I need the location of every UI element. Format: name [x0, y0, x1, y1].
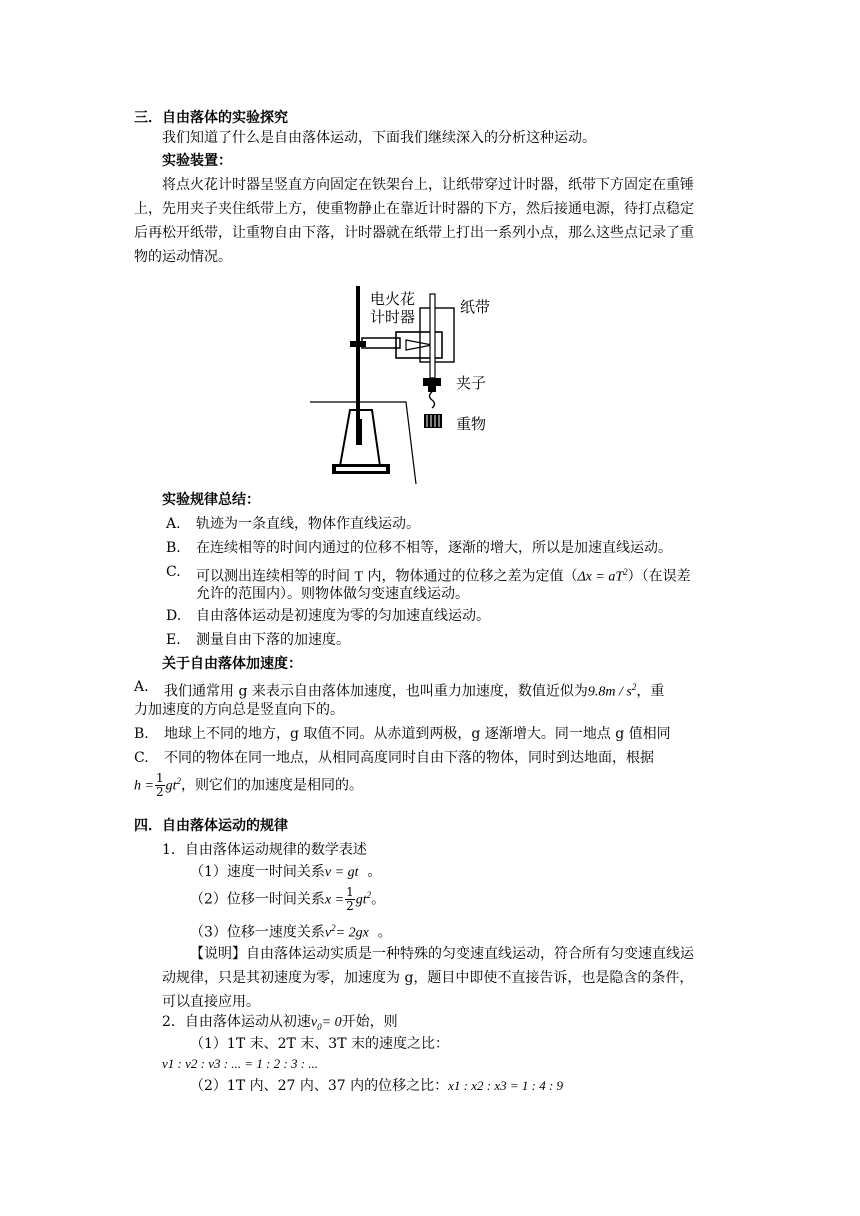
apparatus-figure [310, 284, 500, 484]
accel-heading: 关于自由落体加速度： [162, 656, 302, 672]
summary-item-c-cont: 允许的范围内）。则物体做匀变速直线运动。 [196, 586, 469, 602]
accel-item-a-cont: 力加速度的方向总是竖直向下的。 [134, 702, 344, 718]
accel-letter: B. [134, 726, 149, 742]
apparatus-heading: 实验装置： [162, 153, 232, 169]
note-line: 动规律，只是其初速度为零，加速度为 g，题目中即使不直接告诉，也是隐含的条件， [162, 970, 694, 986]
accel-letter: A. [134, 679, 149, 695]
ratio1-formula: v1 : v2 : v3 : ... = 1 : 2 : 3 : ... [162, 1056, 319, 1071]
section4-item2: 2．自由落体运动从初速$v_0= 0$开始，则 [162, 1014, 398, 1032]
hook [430, 392, 435, 408]
summary-letter: B. [166, 540, 181, 556]
stand-foot-pattern [336, 467, 386, 471]
section4-item1: 1．自由落体运动规律的数学表述 [162, 842, 367, 858]
clamp-knob [350, 341, 366, 347]
ratio2: （2）1T 内、27 内、37 内的位移之比：x1 : x2 : x3 = 1 : 4 : 9 [190, 1078, 564, 1094]
summary-item-e: 测量自由下落的加速度。 [196, 632, 350, 648]
accel-item-c: 不同的物体在同一地点，从相同高度同时自由下落的物体，同时到达地面，根据 [164, 750, 654, 766]
stand-base-block [356, 419, 362, 445]
label-timer: 电火花 [370, 290, 416, 308]
note-line: 可以直接应用。 [162, 994, 260, 1010]
section3-intro: 我们知道了什么是自由落体运动，下面我们继续深入的分析这种运动。 [162, 130, 596, 146]
apparatus-line: 后再松开纸带，让重物自由下落，计时器就在纸带上打出一系列小点，那么这些点记录了重 [134, 225, 694, 241]
apparatus-line: 将点火花计时器呈竖直方向固定在铁架台上，让纸带穿过计时器，纸带下方固定在重锤 [162, 177, 694, 193]
section4-heading: 四．自由落体运动的规律 [134, 818, 288, 834]
summary-item-c: 可以测出连续相等的时间 T 内，物体通过的位移之差为定值$(\Delta x = aT^2)$（在误差 [196, 567, 691, 585]
accel-item-a: 我们通常用 g 来表示自由落体加速度，也叫重力加速度，数值近似为$9.8m / s^2$，重 [164, 682, 665, 700]
summary-heading: 实验规律总结： [162, 492, 260, 508]
apparatus-line: 物的运动情况。 [134, 249, 232, 265]
label-tape: 纸带 [460, 298, 491, 316]
label-timer: 计时器 [370, 308, 416, 326]
timer-frame [420, 308, 454, 362]
ratio1-label: （1）1T 末、2T 末、3T 末的速度之比： [190, 1036, 449, 1052]
summary-letter: E. [166, 632, 181, 648]
stand-rod [356, 286, 360, 426]
accel-letter: C. [134, 750, 149, 766]
clamp-arm [362, 338, 400, 348]
label-clip: 夹子 [456, 374, 487, 392]
timer-spark [406, 340, 432, 350]
rule1: （1）速度一时间关系v = gt 。 [190, 864, 382, 880]
summary-letter: A. [166, 516, 181, 532]
accel-item-b: 地球上不同的地方，g 取值不同。从赤道到两极，g 逐渐增大。同一地点 g 值相同 [164, 726, 671, 742]
summary-item-d: 自由落体运动是初速度为零的匀加速直线运动。 [196, 608, 490, 624]
clip [423, 378, 441, 386]
clip-stem [428, 386, 436, 392]
accel-item-c-formula: h = $\frac{1}{2}$ $gt^2$，则它们的加速度是相同的。 [134, 771, 363, 800]
label-weight: 重物 [456, 415, 487, 433]
summary-item-b: 在连续相等的时间内通过的位移不相等，逐渐的增大，所以是加速直线运动。 [196, 540, 672, 556]
section3-heading: 三．自由落体的实验探究 [134, 110, 288, 126]
summary-letter: D. [166, 608, 182, 624]
apparatus-line: 上，先用夹子夹住纸带上方，使重物静止在靠近计时器的下方，然后接通电源，待打点稳定 [134, 201, 694, 217]
note-line: 【说明】自由落体运动实质是一种特殊的匀变速直线运动，符合所有匀变速直线运 [190, 946, 694, 962]
summary-letter: C. [166, 564, 181, 580]
summary-item-a: 轨迹为一条直线，物体作直线运动。 [196, 516, 420, 532]
rule3: （3）位移一速度关系$v^2= 2gx$ 。 [190, 923, 392, 941]
paper-tape [430, 294, 435, 378]
rule2: （2）位移一时间关系x = $\frac{1}{2}$ $gt^2$。 [190, 885, 386, 914]
